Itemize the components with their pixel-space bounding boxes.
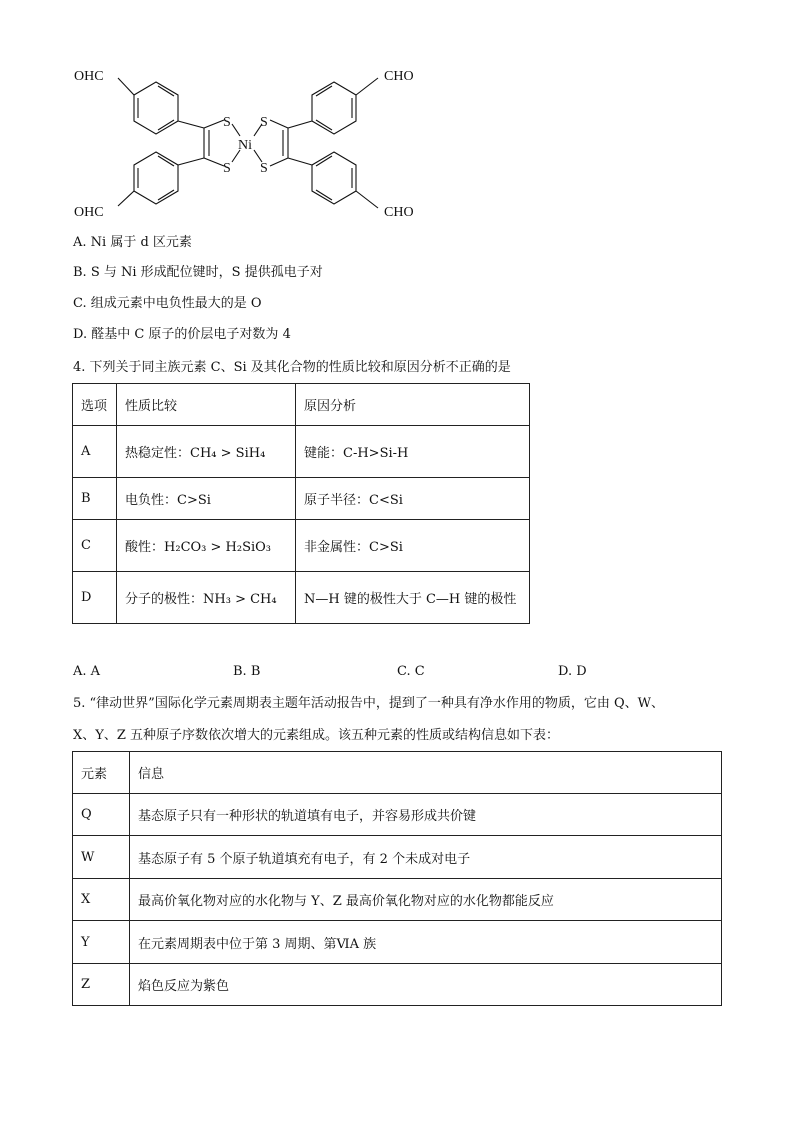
info-cell: 基态原子有 5 个原子轨道填充有电子，有 2 个未成对电子 [130,836,722,879]
header-cell: 原因分析 [296,384,530,426]
table-header-row [73,384,530,426]
benzene-ring-bottom-right [312,152,356,204]
header-cell: 选项 [73,384,117,426]
q4-stem: 4. 下列关于同主族元素 C、Si 及其化合物的性质比较和原因分析不正确的是 [73,360,511,375]
q4-table [72,383,530,624]
property-cell [117,572,296,624]
table-row [73,836,722,879]
reason-cell: 键能：C-H>Si-H [296,426,530,478]
info-cell: 最高价氧化物对应的水化物与 Y、Z 最高价氧化物对应的水化物都能反应 [130,879,722,921]
property-label: 电负性：C>Si [125,493,211,508]
property-cell [117,426,296,478]
element-cell: W [73,836,130,879]
nickel-complex-structure [66,58,426,228]
property-cell [117,478,296,520]
label-cho-bottom: CHO [384,205,414,220]
table-row [73,426,530,478]
header-cell: 信息 [130,752,722,794]
element-cell: Z [73,964,130,1006]
label-ohc-bottom: OHC [74,205,104,220]
benzene-ring-top-right [312,82,356,134]
table-row [73,921,722,964]
q5-stem-line1: 5. “律动世界”国际化学元素周期表主题年活动报告中，提到了一种具有净水作用的物质，它由 Q、W、 [73,696,664,711]
property-formula: NH₃ > CH₄ [203,592,277,607]
property-label: 酸性： [125,540,165,555]
property-cell [117,520,296,572]
reason-cell: 原子半径：C<Si [296,478,530,520]
property-formula: CH₄ > SiH₄ [190,446,266,461]
info-cell: 焰色反应为紫色 [130,964,722,1006]
q3-option-a: A. Ni 属于 d 区元素 [73,235,192,250]
benzene-ring-top-left [134,82,178,134]
info-cell: 基态原子只有一种形状的轨道填有电子，并容易形成共价键 [130,794,722,836]
reason-cell: 非金属性：C>Si [296,520,530,572]
header-cell: 元素 [73,752,130,794]
element-cell: Y [73,921,130,964]
option-cell: D [73,572,117,624]
table-row [73,572,530,624]
element-cell: X [73,879,130,921]
table-row [73,794,722,836]
q4-choice-a: A. A [73,664,101,679]
benzene-ring-bottom-left [134,152,178,204]
table-row [73,478,530,520]
label-cho-top: CHO [384,69,414,84]
label-ohc-top: OHC [74,69,104,84]
sulfur-2: S [223,161,231,176]
q4-choice-c: C. C [397,664,425,679]
property-formula: H₂CO₃ > H₂SiO₃ [164,540,272,555]
reason-cell: N—H 键的极性大于 C—H 键的极性 [296,572,530,624]
option-cell: B [73,478,117,520]
q5-stem-line2: X、Y、Z 五种原子序数依次增大的元素组成。该五种元素的性质或结构信息如下表： [73,728,560,743]
header-cell: 性质比较 [117,384,296,426]
table-row [73,520,530,572]
table-row [73,879,722,921]
table-header-row [73,752,722,794]
sulfur-4: S [260,161,268,176]
q5-table [72,751,722,1006]
element-cell: Q [73,794,130,836]
q3-option-b: B. S 与 Ni 形成配位键时，S 提供孤电子对 [73,265,323,280]
property-label: 分子的极性： [125,592,204,607]
q4-choice-d: D. D [558,664,587,679]
nickel-atom: Ni [238,138,252,153]
option-cell: C [73,520,117,572]
q4-choice-b: B. B [233,664,261,679]
sulfur-3: S [260,115,268,130]
q3-option-d: D. 醛基中 C 原子的价层电子对数为 4 [73,327,291,342]
table-row [73,964,722,1006]
sulfur-1: S [223,115,231,130]
option-cell: A [73,426,117,478]
property-label: 热稳定性： [125,446,191,461]
info-cell: 在元素周期表中位于第 3 周期、第ⅥA 族 [130,921,722,964]
q3-option-c: C. 组成元素中电负性最大的是 O [73,296,262,311]
